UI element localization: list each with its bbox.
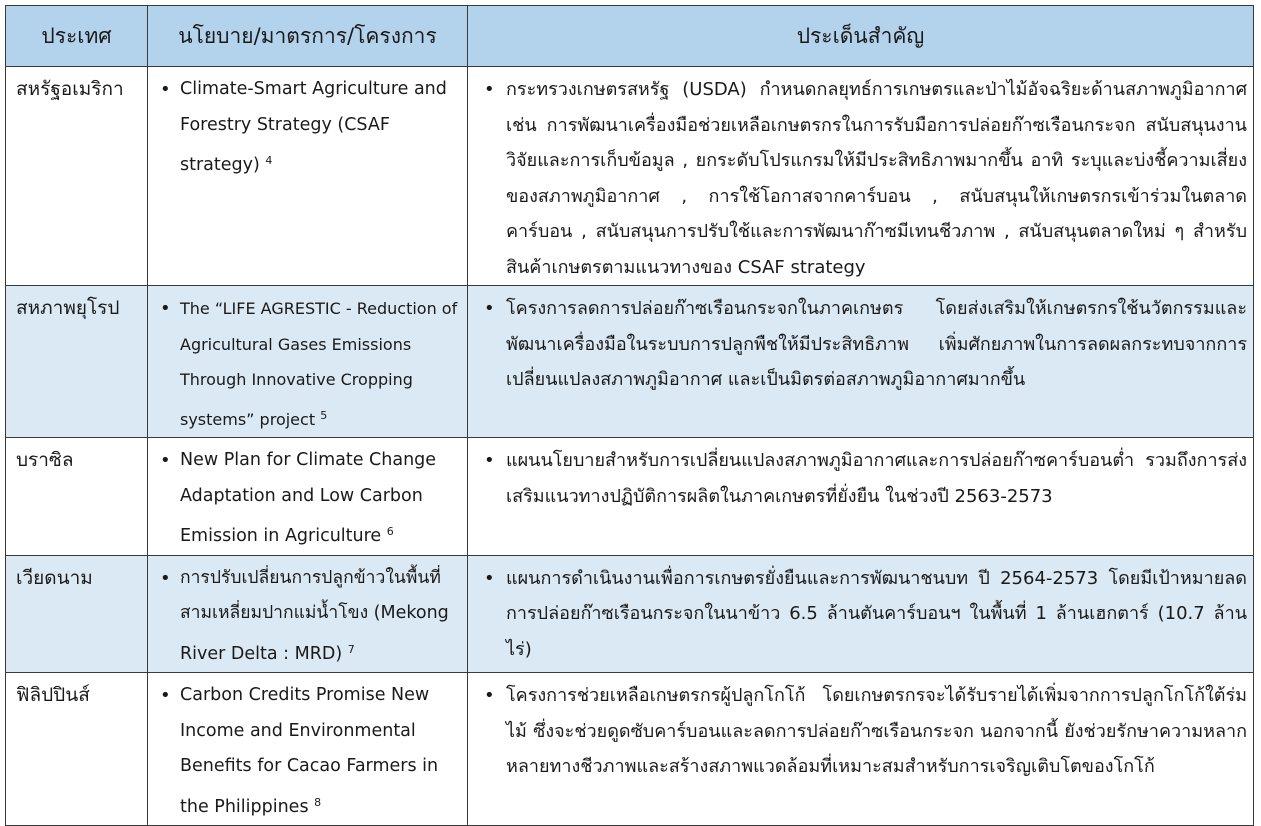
header-country: ประเทศ xyxy=(6,6,148,67)
policy-cell xyxy=(148,555,468,673)
reference-number: 6 xyxy=(386,525,394,538)
policy-cell xyxy=(148,67,468,286)
policy-cell xyxy=(148,286,468,438)
key-points-text: โครงการลดการปล่อยก๊าซเรือนกระจกในภาคเกษตร โดยส่งเสริมให้เกษตรกรใช้นวัตกรรมและพัฒนาเครื่องมือในระบบการปลูกพืชให้มีประสิทธิภาพ เพิ่มศักยภาพในการลดผลกระทบจากการเปลี่ยนแปลงสภาพภูมิอากาศ และเป็นมิตรต่อสภาพภูมิอากาศมากขึ้น xyxy=(506,298,1247,390)
key-points-cell xyxy=(468,438,1254,556)
country-cell: ฟิลิปปินส์ xyxy=(6,673,148,826)
policy-text: Carbon Credits Promise New Income and Environmental Benefits for Cacao Farmers in the Philippines xyxy=(180,685,439,817)
header-row xyxy=(6,6,1254,67)
table-row xyxy=(6,555,1254,673)
country-cell: สหภาพยุโรป xyxy=(6,286,148,438)
reference-number: 7 xyxy=(347,642,355,656)
bullet: • xyxy=(160,567,171,589)
bullet: • xyxy=(484,450,495,471)
reference-number: 5 xyxy=(320,408,328,422)
bullet: • xyxy=(160,685,171,706)
bullet: • xyxy=(484,79,495,100)
bullet: • xyxy=(160,450,171,471)
policy-cell xyxy=(148,673,468,826)
key-points-text: โครงการช่วยเหลือเกษตรกรผู้ปลูกโกโก้ โดยเกษตรกรจะได้รับรายได้เพิ่มจากการปลูกโกโก้ใต้ร่มไม้ ซึ่งจะช่วยดูดซับคาร์บอนและลดการปล่อยก๊าซเรือนกระจก นอกจากนี้ ยังช่วยรักษาความหลากหลายทางชีวภาพและสร้างสภาพแวดล้อมที่เหมาะสมสำหรับการเจริญเติบโตของโกโก้ xyxy=(506,685,1247,777)
policy-text: การปรับเปลี่ยนการปลูกข้าวในพื้นที่สามเหลี่ยมปากแม่น้ำโขง (Mekong River Delta : MRD) xyxy=(180,567,449,664)
bullet: • xyxy=(484,298,495,319)
key-points-text: แผนนโยบายสำหรับการเปลี่ยนแปลงสภาพภูมิอากาศและการปล่อยก๊าซคาร์บอนต่ำ รวมถึงการส่งเสริมแนวทางปฏิบัติการผลิตในภาคเกษตรที่ยั่งยืน ในช่วงปี 2563-2573 xyxy=(506,450,1247,507)
table-row xyxy=(6,673,1254,826)
key-points-text: แผนการดำเนินงานเพื่อการเกษตรยั่งยืนและการพัฒนาชนบท ปี 2564-2573 โดยมีเป้าหมายลดการปล่อยก๊าซเรือนกระจกในนาข้าว 6.5 ล้านตันคาร์บอนฯ ในพื้นที่ 1 ล้านเฮกตาร์ (10.7 ล้านไร่) xyxy=(506,567,1247,660)
reference-number: 4 xyxy=(265,154,273,167)
table-row xyxy=(6,67,1254,286)
key-points-text: กระทรวงเกษตรสหรัฐ (USDA) กำหนดกลยุทธ์การเกษตรและป่าไม้อัจฉริยะด้านสภาพภูมิอากาศ เช่น การพัฒนาเครื่องมือช่วยเหลือเกษตรกรในการรับมือการปล่อยก๊าซเรือนกระจก สนับสนุนงานวิจัยและการเก็บข้อมูล , ยกระดับโปรแกรมให้มีประสิทธิภาพมากขึ้น อาทิ ระบุและบ่งชี้ความเสี่ยงของสภาพภูมิอากาศ , การใช้โอกาสจากคาร์บอน , สนับสนุนให้เกษตรกรเข้าร่วมในตลาดคาร์บอน , สนับสนุนการปรับใช้และการพัฒนาก๊าซมีเทนชีวภาพ , สนับสนุนตลาดใหม่ ๆ สำหรับสินค้าเกษตรตามแนวทางของ CSAF strategy xyxy=(506,79,1247,278)
bullet: • xyxy=(160,79,171,100)
policy-text: The “LIFE AGRESTIC - Reduction of Agricultural Gases Emissions Through Innovative Cropping systems” project xyxy=(180,299,458,429)
key-points-cell xyxy=(468,673,1254,826)
reference-number: 8 xyxy=(314,795,322,809)
bullet: • xyxy=(160,298,171,319)
table-row xyxy=(6,438,1254,556)
country-cell: เวียดนาม xyxy=(6,555,148,673)
policy-text: New Plan for Climate Change Adaptation and Low Carbon Emission in Agriculture xyxy=(180,450,437,546)
header-key-points: ประเด็นสำคัญ xyxy=(468,6,1254,67)
country-cell: บราซิล xyxy=(6,438,148,556)
header-policy: นโยบาย/มาตรการ/โครงการ xyxy=(148,6,468,67)
policy-text: Climate-Smart Agriculture and Forestry Strategy (CSAF strategy) xyxy=(180,79,447,175)
bullet: • xyxy=(484,567,495,589)
table-row xyxy=(6,286,1254,438)
bullet: • xyxy=(484,685,495,706)
policy-table xyxy=(5,5,1254,826)
policy-cell xyxy=(148,438,468,556)
key-points-cell xyxy=(468,555,1254,673)
key-points-cell xyxy=(468,286,1254,438)
country-cell: สหรัฐอเมริกา xyxy=(6,67,148,286)
key-points-cell xyxy=(468,67,1254,286)
